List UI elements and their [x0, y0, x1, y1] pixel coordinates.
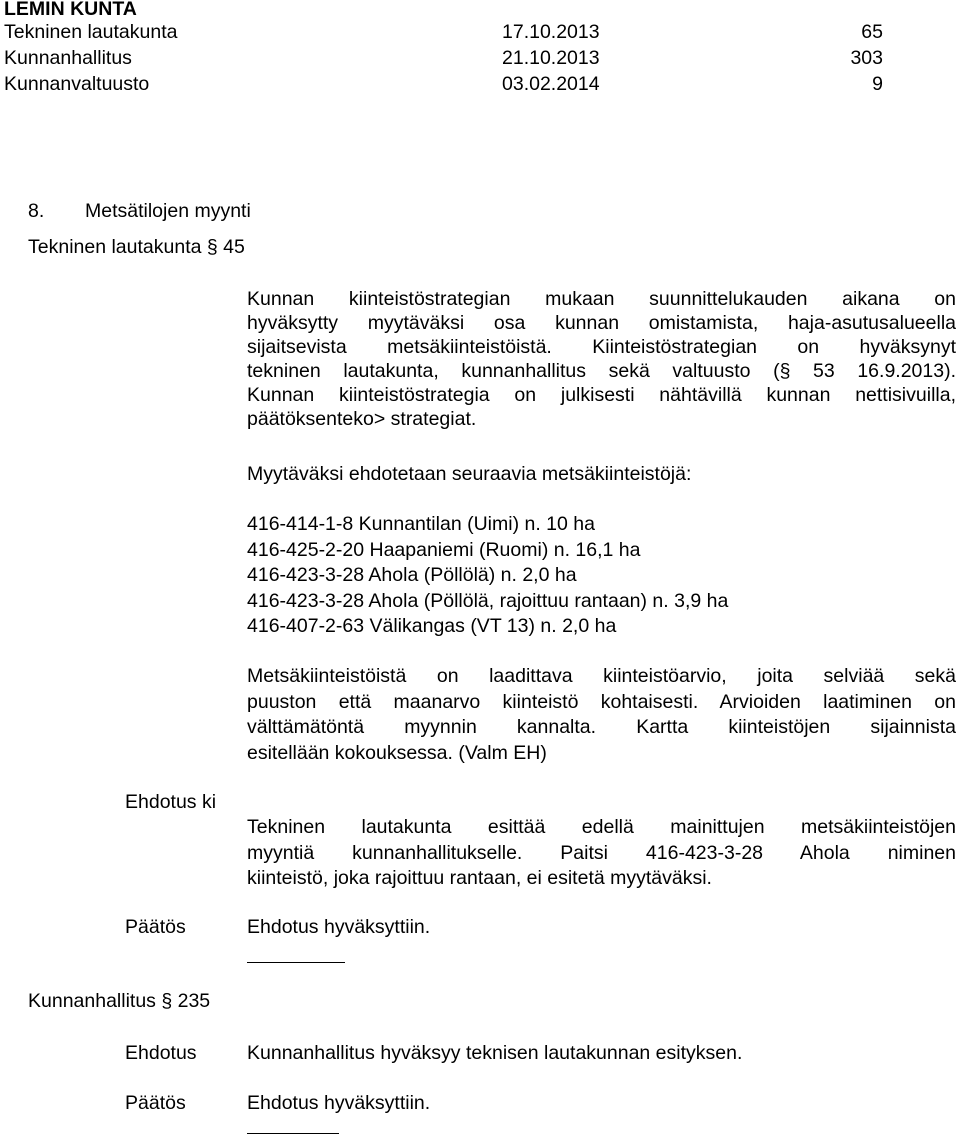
proposal-label: Ehdotus ki [125, 791, 217, 813]
decision-label: Päätös [125, 1092, 186, 1114]
meeting-date: 21.10.2013 [502, 47, 600, 69]
proposal-text: Kunnanhallitus hyväksyy teknisen lautakunnan esityksen. [247, 1042, 743, 1064]
list-item: 416-407-2-63 Välikangas (VT 13) n. 2,0 ha [247, 615, 617, 637]
meeting-date: 03.02.2014 [502, 73, 600, 95]
meeting-section-number: 9 [872, 73, 883, 95]
paragraph-line: välttämätöntä myynnin kannalta. Kartta kiinteistöjen sijainnista [247, 716, 956, 738]
paragraph-line: päätöksenteko> strategiat. [247, 408, 477, 430]
proposal-label: Ehdotus [125, 1042, 197, 1064]
meeting-body: Tekninen lautakunta [4, 21, 178, 43]
paragraph-line: puuston että maanarvo kiinteistö kohtaisesti. Arvioiden laatiminen on [247, 690, 956, 713]
paragraph-line: myyntiä kunnanhallitukselle. Paitsi 416-423-3-28 Ahola niminen [247, 841, 956, 864]
paragraph-line: Tekninen lautakunta esittää edellä mainittujen metsäkiinteistöjen [247, 816, 956, 838]
proposal-paragraph [247, 815, 956, 892]
decision-text: Ehdotus hyväksyttiin. [247, 1092, 431, 1114]
signature-divider [247, 1133, 339, 1134]
organization-name: LEMIN KUNTA [4, 0, 137, 20]
meeting-date: 17.10.2013 [502, 21, 600, 43]
list-item: 416-425-2-20 Haapaniemi (Ruomi) n. 16,1 ha [247, 538, 641, 561]
paragraph-line: sijaitsevista metsäkiinteistöistä. Kiinteistöstrategian on hyväksynyt [247, 336, 956, 358]
list-item: 416-423-3-28 Ahola (Pöllölä, rajoittuu rantaan) n. 3,9 ha [247, 589, 729, 612]
paragraph-line: esitellään kokouksessa. (Valm EH) [247, 741, 547, 764]
list-item: 416-414-1-8 Kunnantilan (Uimi) n. 10 ha [247, 513, 595, 535]
signature-divider [247, 962, 345, 963]
meeting-section-number: 65 [861, 21, 883, 43]
decision-label: Päätös [125, 916, 186, 938]
property-list [247, 512, 728, 640]
meeting-section-number: 303 [850, 47, 883, 69]
paragraph-line: kiinteistö, joka rajoittuu rantaan, ei esitetä myytäväksi. [247, 867, 712, 889]
meeting-body: Kunnanhallitus [4, 47, 132, 69]
list-item: 416-423-3-28 Ahola (Pöllölä) n. 2,0 ha [247, 564, 577, 586]
paragraph-line: hyväksytty myytäväksi osa kunnan omistamista, haja-asutusalueella [247, 312, 956, 334]
item-title: Metsätilojen myynti [85, 200, 251, 222]
paragraph-line: tekninen lautakunta, kunnanhallitus sekä valtuusto (§ 53 16.9.2013). [247, 360, 956, 382]
paragraph-line: Kunnan kiinteistöstrategia on julkisesti nähtävillä kunnan nettisivuilla, [247, 384, 956, 406]
decision-text: Ehdotus hyväksyttiin. [247, 916, 431, 938]
intro-paragraph [247, 287, 956, 431]
municipal-board-heading: Kunnanhallitus § 235 [28, 990, 211, 1012]
proposal-intro: Myytäväksi ehdotetaan seuraavia metsäkiinteistöjä: [247, 463, 692, 485]
valuation-paragraph [247, 664, 956, 766]
item-number: 8. [28, 200, 45, 222]
meeting-body: Kunnanvaltuusto [4, 73, 150, 95]
paragraph-line: Kunnan kiinteistöstrategian mukaan suunnittelukauden aikana on [247, 288, 956, 310]
technical-board-heading: Tekninen lautakunta § 45 [28, 236, 245, 258]
paragraph-line: Metsäkiinteistöistä on laadittava kiinteistöarvio, joita selviää sekä [247, 665, 956, 687]
